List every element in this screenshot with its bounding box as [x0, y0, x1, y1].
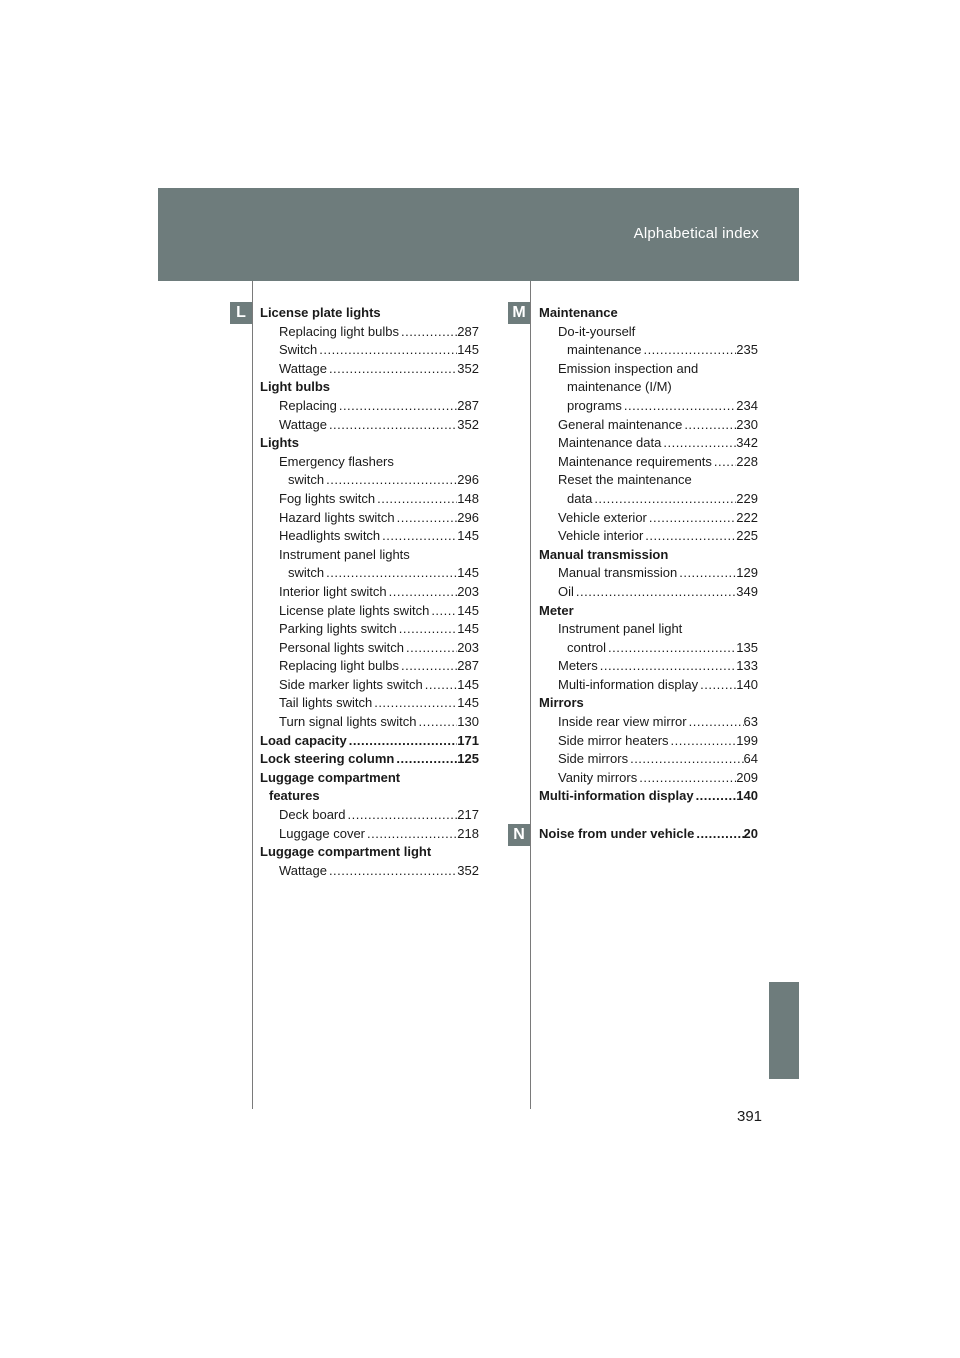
index-entry-text: maintenance (I/M) [567, 379, 672, 395]
index-entry-text: Reset the maintenance [558, 472, 692, 488]
section-gap [539, 806, 758, 825]
section-letter-m: M [508, 302, 530, 324]
index-entry[interactable]: Turn signal lights switch ..... 130 [260, 713, 479, 732]
page-header [158, 188, 799, 281]
index-entry[interactable]: Wattage ..... 352 [260, 360, 479, 379]
index-entry[interactable]: Side marker lights switch ..... 145 [260, 676, 479, 695]
index-entry[interactable]: Vanity mirrors ..... 209 [539, 769, 758, 788]
index-entry[interactable]: switch ..... 296 [260, 471, 479, 490]
page-number: 391 [737, 1108, 763, 1125]
index-entry[interactable]: Parking lights switch ..... 145 [260, 620, 479, 639]
index-entry[interactable]: General maintenance ..... 230 [539, 416, 758, 435]
index-entry[interactable]: data ..... 229 [539, 490, 758, 509]
index-heading: Luggage compartment [260, 769, 401, 785]
index-entry[interactable]: Replacing light bulbs ..... 287 [260, 323, 479, 342]
index-entry[interactable]: Wattage ..... 352 [260, 416, 479, 435]
index-entry[interactable]: Fog lights switch ..... 148 [260, 490, 479, 509]
section-letter-n: N [508, 824, 530, 846]
index-entry[interactable]: Tail lights switch ..... 145 [260, 694, 479, 713]
index-entry[interactable]: License plate lights switch ..... 145 [260, 602, 479, 621]
header-title: Alphabetical index [633, 225, 759, 242]
index-entry[interactable]: Switch ..... 145 [260, 341, 479, 360]
index-heading: License plate lights [260, 305, 381, 320]
index-entry[interactable]: Maintenance requirements ..... 228 [539, 453, 758, 472]
index-entry[interactable]: Inside rear view mirror ..... 63 [539, 713, 758, 732]
index-heading: Mirrors [539, 695, 584, 711]
index-heading: Light bulbs [260, 379, 331, 395]
index-heading-entry[interactable]: Load capacity ..... 171 [260, 732, 479, 751]
index-entry[interactable]: Replacing light bulbs ..... 287 [260, 657, 479, 676]
index-heading-entry[interactable]: Lock steering column ..... 125 [260, 750, 479, 769]
index-entry[interactable]: Side mirror heaters ..... 199 [539, 732, 758, 751]
index-entry[interactable]: Luggage cover ..... 218 [260, 825, 479, 844]
index-entry[interactable]: Interior light switch ..... 203 [260, 583, 479, 602]
index-entry-text: Emission inspection and [558, 360, 699, 376]
index-entry[interactable]: Personal lights switch ..... 203 [260, 639, 479, 658]
index-entry-text: Instrument panel lights [279, 546, 410, 562]
index-heading: Luggage compartment light [260, 844, 432, 860]
index-entry[interactable]: Replacing ..... 287 [260, 397, 479, 416]
index-entry[interactable]: Vehicle exterior ..... 222 [539, 509, 758, 528]
index-entry[interactable]: Hazard lights switch ..... 296 [260, 509, 479, 528]
index-entry[interactable]: Meters ..... 133 [539, 657, 758, 676]
index-entry[interactable]: control ..... 135 [539, 639, 758, 658]
index-heading: Maintenance [539, 305, 618, 320]
column-divider-left [252, 281, 253, 1109]
index-heading: Manual transmission [539, 546, 669, 562]
index-entry[interactable]: programs ..... 234 [539, 397, 758, 416]
index-column-right [539, 304, 758, 843]
index-heading: Meter [539, 602, 574, 618]
index-entry[interactable]: Wattage ..... 352 [260, 862, 479, 881]
index-entry[interactable]: Vehicle interior ..... 225 [539, 527, 758, 546]
index-entry-text: Emergency flashers [279, 453, 394, 469]
column-divider-middle [530, 281, 531, 1109]
index-heading-entry[interactable]: Multi-information display ..... 140 [539, 787, 758, 806]
index-entry-text: Instrument panel light [558, 621, 683, 637]
index-entry[interactable]: maintenance ..... 235 [539, 341, 758, 360]
index-entry[interactable]: Side mirrors ..... 64 [539, 750, 758, 769]
index-entry-text: Do-it-yourself [558, 323, 636, 339]
index-entry[interactable]: Deck board ..... 217 [260, 806, 479, 825]
index-heading: Lights [260, 435, 299, 451]
index-heading-entry[interactable]: Noise from under vehicle ..... 20 [539, 825, 758, 844]
index-entry[interactable]: Oil ..... 349 [539, 583, 758, 602]
thumb-index-tab [769, 982, 799, 1079]
index-entry[interactable]: Multi-information display ..... 140 [539, 676, 758, 695]
index-entry[interactable]: Manual transmission ..... 129 [539, 564, 758, 583]
index-column-left [260, 304, 479, 880]
index-entry[interactable]: Headlights switch ..... 145 [260, 527, 479, 546]
index-entry[interactable]: Maintenance data ..... 342 [539, 434, 758, 453]
index-heading: features [269, 788, 320, 804]
section-letter-l: L [230, 302, 252, 324]
index-entry[interactable]: switch ..... 145 [260, 564, 479, 583]
